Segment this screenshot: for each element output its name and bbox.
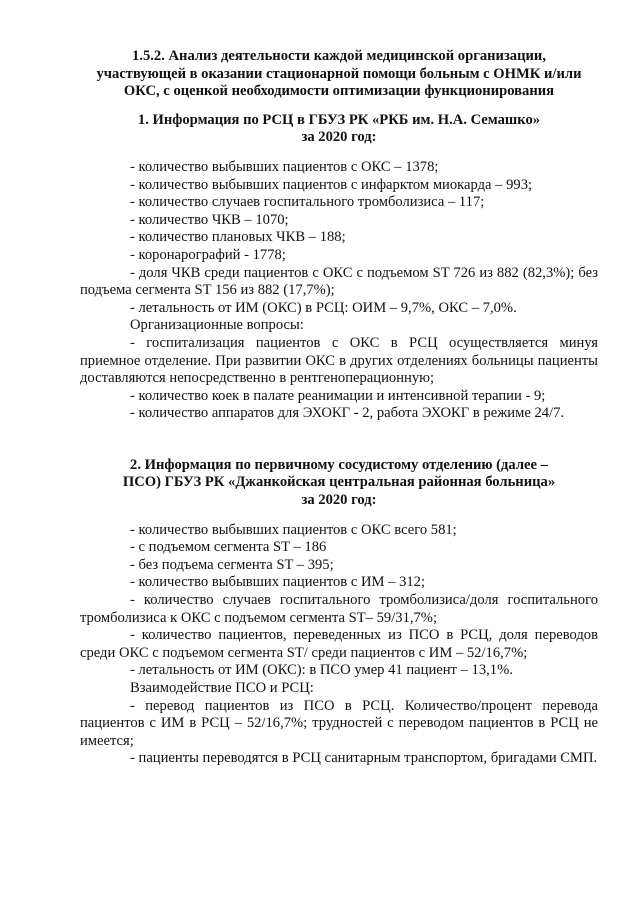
list-item: - коронарографий - 1778; [130,246,286,263]
list-item: - количество выбывших пациентов с ОКС – 1378; [130,158,439,175]
section-1-heading [80,112,598,147]
list-item: - количество ЧКВ – 1070; [130,211,289,228]
heading-line: 1. Информация по РСЦ в ГБУЗ РК «РКБ им. Н.А. Семашко» [137,111,541,128]
section-1 [80,112,598,423]
interaction-label: Взаимодействие ПСО и РСЦ: [130,680,314,696]
list-item: - количество выбывших пациентов с ОКС всего 581; [130,521,457,538]
mortality-item: - летальность от ИМ (ОКС) в РСЦ: ОИМ – 9,7%, ОКС – 7,0%. [130,299,517,316]
org-questions-paragraph: - госпитализация пациентов с ОКС в РСЦ осуществляется минуя приемное отделение. При развитии ОКС в других отделениях больницы пациенты доставляются непосредственно в рентгеноперационную; [80,334,598,387]
section-2-heading [80,457,598,510]
list-item: - без подъема сегмента ST – 395; [130,556,334,573]
title-line: 1.5.2. Анализ деятельности каждой медицинской организации, [132,48,546,64]
heading-line: за 2020 год: [301,492,377,509]
thrombolysis-paragraph: - количество случаев госпитального тромболизиса/доля госпитального тромболизиса к ОКС с подъемом сегмента ST– 59/31,7%; [80,592,598,626]
list-item: - количество выбывших пациентов с ИМ – 312; [130,574,426,591]
heading-line: за 2020 год: [301,129,377,146]
transfer-paragraph: - перевод пациентов из ПСО в РСЦ. Количество/процент перевода пациентов с ИМ в РСЦ – 52/16,7%; трудностей с переводом пациентов в РСЦ не имеется; [80,697,598,749]
title-line: ОКС, с оценкой необходимости оптимизации функционирования [123,83,555,100]
pci-share-paragraph: - доля ЧКВ среди пациентов с ОКС с подъемом ST 726 из 882 (82,3%); без подъема сегмента ST 156 из 882 (17,7%); [80,264,598,299]
heading-line: ПСО) ГБУЗ РК «Джанкойская центральная районная больница» [122,474,556,491]
mortality-item: - летальность от ИМ (ОКС): в ПСО умер 41 пациент – 13,1%. [130,662,513,679]
heading-line: 2. Информация по первичному сосудистому отделению (далее – [130,456,548,473]
document-title [80,48,598,101]
org-questions-label: Организационные вопросы: [130,317,304,334]
title-line: участвующей в оказании стационарной помощи больным с ОНМК и/или [96,65,582,82]
section-2 [80,457,598,768]
list-item: - количество случаев госпитального тромболизиса – 117; [130,194,485,211]
list-item: - количество плановых ЧКВ – 188; [130,229,346,246]
beds-item: - количество коек в палате реанимации и интенсивной терапии - 9; [130,387,546,404]
echo-item: - количество аппаратов для ЭХОКГ - 2, работа ЭХОКГ в режиме 24/7. [130,405,565,422]
list-item: - количество выбывших пациентов с инфарктом миокарда – 993; [130,176,533,193]
transport-paragraph: - пациенты переводятся в РСЦ санитарным транспортом, бригадами СМП. [130,750,598,767]
transfers-paragraph: - количество пациентов, переведенных из ПСО в РСЦ, доля переводов среди ОКС с подъемом сегмента ST/ среди пациентов с ИМ – 52/16,7%; [80,627,598,661]
list-item: - с подъемом сегмента ST – 186 [130,539,327,556]
